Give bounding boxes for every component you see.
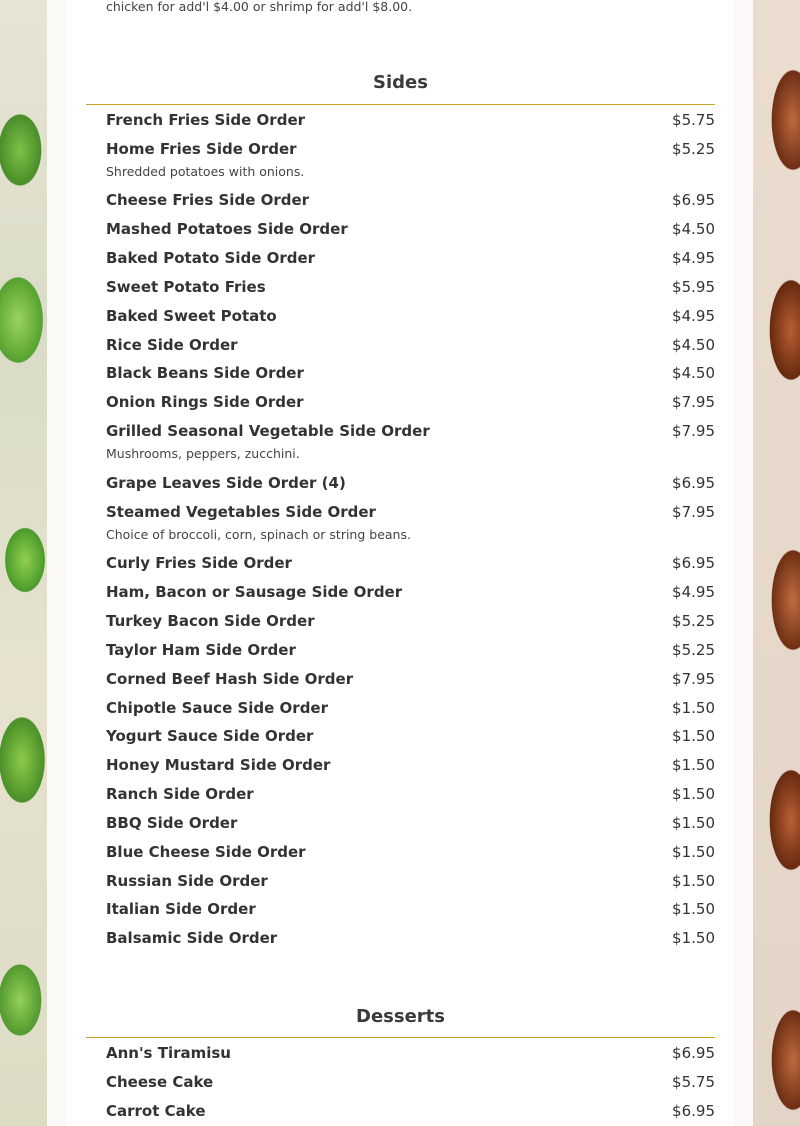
item-name: Black Beans Side Order [106,364,304,382]
item-name: Italian Side Order [106,900,256,918]
menu-item[interactable] [106,393,715,411]
item-name: Steamed Vegetables Side Order [106,503,376,521]
menu-item[interactable] [106,191,715,209]
menu-item[interactable] [106,1102,715,1120]
item-name: BBQ Side Order [106,814,238,832]
item-price: $7.95 [672,670,715,688]
item-description: Shredded potatoes with onions. [106,164,305,179]
item-price: $1.50 [672,727,715,745]
menu-item[interactable] [106,474,715,492]
previous-item-description: chicken for add'l $4.00 or shrimp for add'l $8.00. [106,0,413,14]
item-name: Corned Beef Hash Side Order [106,670,354,688]
menu-item[interactable] [106,641,715,659]
item-price: $5.95 [672,278,715,296]
menu-item[interactable] [106,872,715,890]
item-price: $1.50 [672,900,715,918]
section-divider [86,104,715,105]
item-price: $1.50 [672,756,715,774]
item-price: $4.95 [672,583,715,601]
item-name: Chipotle Sauce Side Order [106,699,329,717]
menu-item[interactable] [106,422,715,461]
item-name: Home Fries Side Order [106,140,297,158]
item-price: $5.75 [672,1073,715,1091]
menu-item[interactable] [106,278,715,296]
menu-item[interactable] [106,612,715,630]
menu-item[interactable] [106,336,715,354]
menu-item[interactable] [106,699,715,717]
item-name: Sweet Potato Fries [106,278,266,296]
menu-item[interactable] [106,111,715,129]
item-name: Ann's Tiramisu [106,1044,231,1062]
item-price: $1.50 [672,814,715,832]
item-description: Mushrooms, peppers, zucchini. [106,446,300,461]
item-price: $6.95 [672,554,715,572]
menu-item[interactable] [106,843,715,861]
menu-item[interactable] [106,249,715,267]
item-price: $1.50 [672,699,715,717]
item-price: $4.95 [672,307,715,325]
item-price: $5.25 [672,140,715,158]
menu-item[interactable] [106,727,715,745]
menu-item[interactable] [106,1073,715,1091]
item-price: $4.95 [672,249,715,267]
item-price: $4.50 [672,364,715,382]
menu-item[interactable] [106,756,715,774]
item-name: Rice Side Order [106,336,238,354]
menu-item[interactable] [106,814,715,832]
section-divider [86,1037,715,1038]
item-name: Baked Potato Side Order [106,249,316,267]
menu-item[interactable] [106,220,715,238]
item-price: $6.95 [672,1102,715,1120]
item-name: Blue Cheese Side Order [106,843,306,861]
item-name: Ranch Side Order [106,785,254,803]
menu-item[interactable] [106,900,715,918]
item-name: Cheese Fries Side Order [106,191,310,209]
menu-item[interactable] [106,670,715,688]
section-title-sides: Sides [373,72,428,93]
item-name: Grilled Seasonal Vegetable Side Order [106,422,430,440]
item-price: $1.50 [672,785,715,803]
item-price: $6.95 [672,1044,715,1062]
item-price: $4.50 [672,336,715,354]
item-price: $5.25 [672,612,715,630]
menu-item[interactable] [106,929,715,947]
menu-item[interactable] [106,785,715,803]
item-name: Russian Side Order [106,872,268,890]
item-price: $6.95 [672,191,715,209]
item-price: $7.95 [672,422,715,440]
item-price: $7.95 [672,393,715,411]
item-description: Choice of broccoli, corn, spinach or string beans. [106,527,411,542]
item-name: Honey Mustard Side Order [106,756,331,774]
item-name: Ham, Bacon or Sausage Side Order [106,583,403,601]
item-name: Baked Sweet Potato [106,307,277,325]
item-price: $1.50 [672,929,715,947]
background-meat-image [753,0,800,1126]
menu-item[interactable] [106,1044,715,1062]
item-name: Onion Rings Side Order [106,393,304,411]
item-name: Mashed Potatoes Side Order [106,220,348,238]
section-title-desserts: Desserts [356,1006,445,1027]
menu-item[interactable] [106,554,715,572]
item-price: $5.75 [672,111,715,129]
item-name: Grape Leaves Side Order (4) [106,474,346,492]
menu-item[interactable] [106,503,715,542]
item-name: Turkey Bacon Side Order [106,612,315,630]
item-price: $1.50 [672,843,715,861]
item-price: $4.50 [672,220,715,238]
background-lettuce-image [0,0,47,1126]
menu-item[interactable] [106,307,715,325]
item-price: $7.95 [672,503,715,521]
item-name: Yogurt Sauce Side Order [106,727,314,745]
item-name: Cheese Cake [106,1073,214,1091]
item-name: French Fries Side Order [106,111,306,129]
item-price: $1.50 [672,872,715,890]
item-name: Balsamic Side Order [106,929,278,947]
menu-item[interactable] [106,583,715,601]
menu-item[interactable] [106,364,715,382]
item-name: Taylor Ham Side Order [106,641,296,659]
item-name: Carrot Cake [106,1102,206,1120]
item-price: $5.25 [672,641,715,659]
menu-item[interactable] [106,140,715,179]
item-name: Curly Fries Side Order [106,554,292,572]
item-price: $6.95 [672,474,715,492]
